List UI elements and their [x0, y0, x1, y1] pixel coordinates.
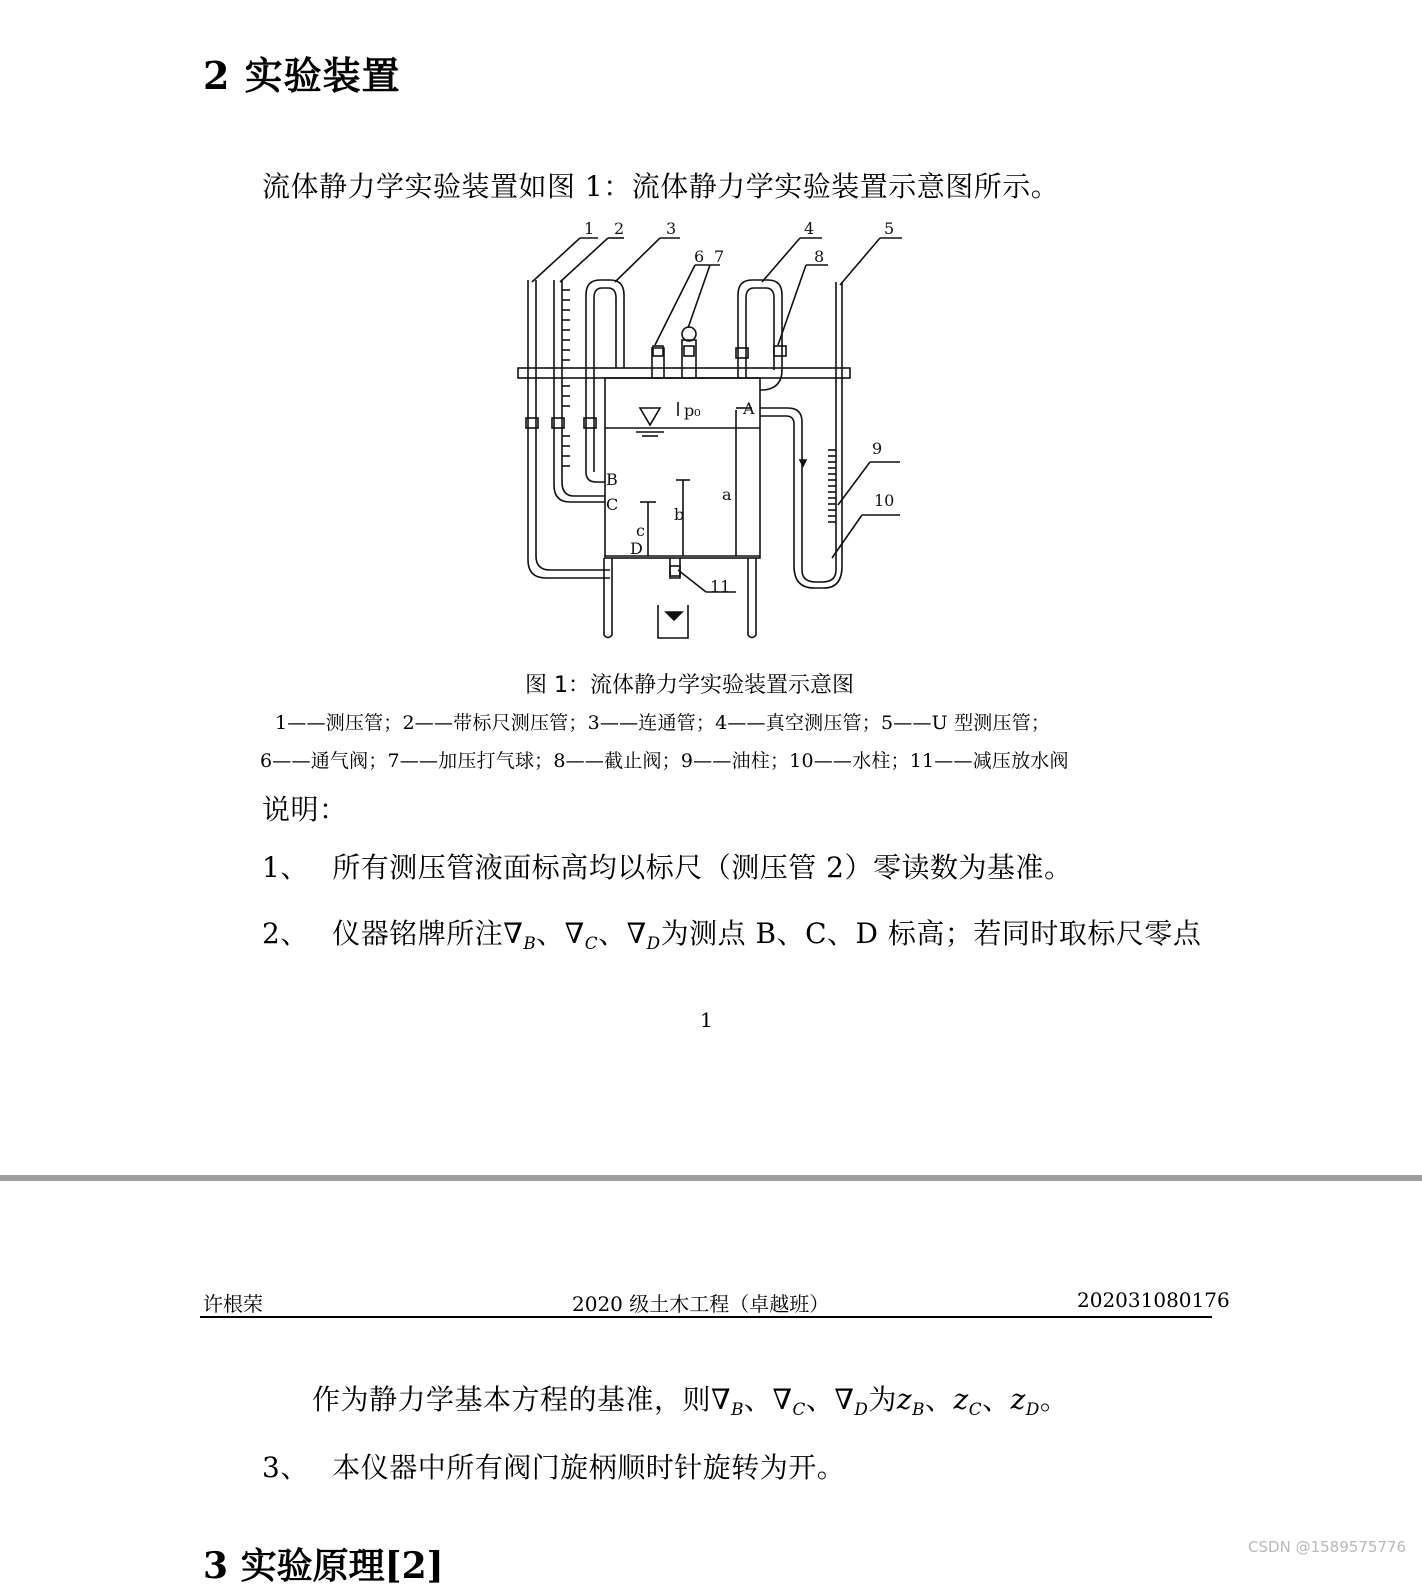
note-item-1-number: 1、 [262, 851, 309, 884]
next-section-title-partial: 3 实验原理[2] [203, 1545, 444, 1587]
figure-legend-line-2: 6——通气阀；7——加压打气球；8——截止阀；9——油柱；10——水柱；11——减压放水阀 [260, 750, 1069, 772]
label-A: A [743, 399, 755, 418]
note-item-2 [262, 912, 1201, 953]
separator: 、 [805, 1383, 835, 1416]
header-author: 许根荣 [203, 1292, 263, 1316]
note-item-2-prefix: 仪器铭牌所注 [332, 917, 504, 950]
note-item-3-text: 本仪器中所有阀门旋柄顺时针旋转为开。 [332, 1451, 846, 1484]
label-1: 1 [584, 219, 595, 238]
label-c: c [636, 521, 645, 540]
nabla-symbol: ∇ [503, 917, 524, 950]
nabla-symbol: ∇ [626, 917, 647, 950]
label-6: 6 [694, 247, 705, 266]
subscript-b: B [731, 1399, 744, 1419]
separator: 、 [536, 917, 565, 950]
separator: 、 [598, 917, 627, 950]
separator: 、 [925, 1383, 954, 1416]
section-title: 2 实验装置 [203, 53, 401, 98]
apparatus-diagram [510, 210, 910, 650]
nabla-symbol: ∇ [772, 1383, 793, 1416]
note-item-1 [262, 846, 1072, 886]
label-11: 11 [710, 577, 731, 596]
subscript-c: C [792, 1399, 806, 1419]
subscript-d: D [1025, 1399, 1040, 1419]
subscript-b: B [523, 933, 537, 953]
notes-heading: 说明： [262, 793, 348, 826]
label-7: 7 [714, 247, 725, 266]
note-item-2-number: 2、 [262, 917, 309, 950]
intro-paragraph: 流体静力学实验装置如图 1：流体静力学实验装置示意图所示。 [262, 170, 1060, 203]
label-8: 8 [814, 247, 825, 266]
note-item-1-text: 所有测压管液面标高均以标尺（测压管 2）零读数为基准。 [332, 851, 1073, 884]
continuation-prefix: 作为静力学基本方程的基准，则 [312, 1383, 712, 1416]
label-C: C [606, 495, 619, 514]
label-4: 4 [804, 219, 815, 238]
label-9: 9 [872, 439, 883, 458]
nabla-symbol: ∇ [711, 1383, 732, 1416]
label-B: B [606, 470, 618, 489]
label-2: 2 [614, 219, 625, 238]
subscript-d: D [646, 933, 661, 953]
subscript-c: C [584, 933, 599, 953]
separator: 、 [982, 1383, 1011, 1416]
header-rule [200, 1316, 1212, 1318]
label-b: b [674, 505, 685, 524]
note-item-3-number: 3、 [262, 1451, 309, 1484]
z-symbol: z [953, 1383, 969, 1416]
label-5: 5 [884, 219, 895, 238]
subscript-b: B [912, 1399, 926, 1419]
subscript-d: D [854, 1399, 869, 1419]
subscript-c: C [968, 1399, 983, 1419]
watermark: CSDN @1589575776 [1248, 1538, 1406, 1556]
note-item-3 [262, 1446, 845, 1486]
nabla-symbol: ∇ [834, 1383, 855, 1416]
separator: 、 [743, 1383, 773, 1416]
label-p0: p₀ [684, 401, 701, 420]
z-symbol: z [896, 1383, 913, 1416]
figure-caption: 图 1：流体静力学实验装置示意图 [525, 673, 854, 698]
continuation-end: 。 [1039, 1383, 1069, 1416]
figure-legend-line-1: 1——测压管；2——带标尺测压管；3——连通管；4——真空测压管；5——U 型测压管； [275, 712, 1051, 734]
label-10: 10 [874, 491, 895, 510]
continuation-paragraph [312, 1378, 1068, 1419]
u-tube-scale [828, 450, 836, 522]
label-3: 3 [666, 219, 677, 238]
header-student-id: 202031080176 [1077, 1288, 1230, 1312]
label-D: D [630, 539, 643, 558]
continuation-connector: 为 [868, 1383, 897, 1416]
label-a: a [722, 485, 732, 504]
page-number: 1 [700, 1008, 713, 1032]
header-class: 2020 级土木工程（卓越班） [572, 1292, 830, 1316]
note-item-2-suffix: 为测点 B、C、D 标高；若同时取标尺零点 [660, 917, 1202, 950]
nabla-symbol: ∇ [564, 917, 585, 950]
z-symbol: z [1010, 1383, 1026, 1416]
page-divider [0, 1175, 1422, 1181]
